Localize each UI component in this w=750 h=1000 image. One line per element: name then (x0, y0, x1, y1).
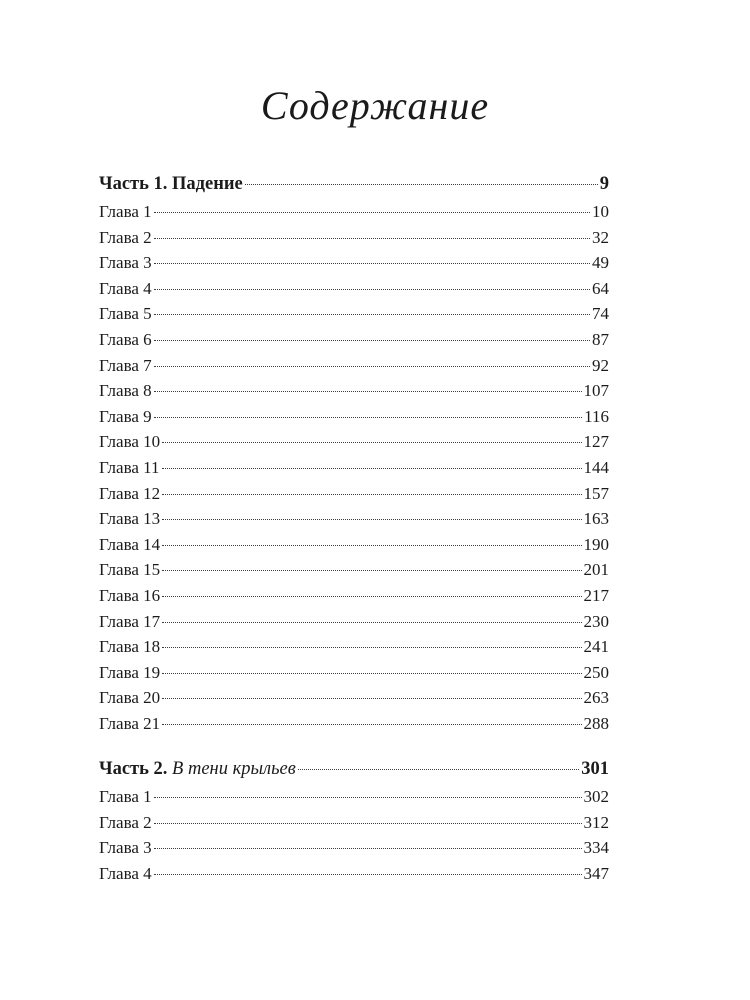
page-number: 250 (583, 662, 609, 682)
page-number: 64 (592, 278, 609, 298)
dot-leader (162, 570, 581, 571)
dot-leader (154, 823, 582, 824)
dot-leader (162, 622, 581, 623)
toc-part-heading[interactable] (99, 757, 609, 784)
page-number: 116 (584, 406, 609, 426)
toc-chapter-row[interactable] (99, 609, 609, 635)
toc-part-2 (99, 757, 609, 886)
toc-chapter-row[interactable] (99, 199, 609, 225)
page-number: 347 (583, 863, 609, 883)
chapter-label: Глава 2 (99, 227, 152, 247)
toc-chapter-row[interactable] (99, 810, 609, 836)
page-number: 241 (583, 637, 609, 657)
chapter-label: Глава 18 (99, 637, 161, 657)
dot-leader (154, 314, 590, 315)
page-number: 87 (592, 329, 609, 349)
chapter-label: Глава 4 (99, 278, 152, 298)
dot-leader (154, 874, 582, 875)
page-number: 157 (583, 483, 609, 503)
toc-chapter-row[interactable] (99, 685, 609, 711)
toc-chapter-row[interactable] (99, 506, 609, 532)
chapter-label: Глава 5 (99, 304, 152, 324)
chapter-label: Глава 11 (99, 457, 160, 477)
dot-leader (154, 366, 590, 367)
chapter-label: Глава 4 (99, 863, 152, 883)
page-number: 49 (592, 253, 609, 273)
page-number: 263 (583, 688, 609, 708)
part-title: В тени крыльев (172, 759, 296, 779)
page-number: 127 (583, 432, 609, 452)
toc-chapter-row[interactable] (99, 404, 609, 430)
dot-leader (154, 417, 582, 418)
page-number: 288 (583, 713, 609, 733)
toc-chapter-row[interactable] (99, 276, 609, 302)
dot-leader (162, 596, 581, 597)
chapter-label: Глава 3 (99, 838, 152, 858)
dot-leader (162, 647, 581, 648)
toc-chapter-row[interactable] (99, 250, 609, 276)
page-number: 9 (599, 174, 609, 194)
dot-leader (154, 212, 590, 213)
toc-part-heading[interactable] (99, 172, 609, 199)
chapter-label: Глава 20 (99, 688, 161, 708)
toc-chapter-row[interactable] (99, 557, 609, 583)
page-number: 92 (592, 355, 609, 375)
toc-chapter-row[interactable] (99, 455, 609, 481)
page-title: Содержание (260, 83, 490, 128)
chapter-label: Глава 14 (99, 534, 161, 554)
page-number: 312 (583, 812, 609, 832)
chapter-label: Глава 6 (99, 329, 152, 349)
dot-leader (154, 797, 582, 798)
page-number: 10 (592, 202, 609, 221)
chapter-label: Глава 1 (99, 787, 152, 806)
chapter-label: Глава 1 (99, 202, 152, 221)
page-number: 163 (583, 509, 609, 529)
dot-leader (154, 263, 590, 264)
chapter-list (99, 199, 609, 736)
dot-leader (154, 848, 582, 849)
page-number: 107 (583, 381, 609, 401)
page-number: 201 (583, 560, 609, 580)
chapter-label: Глава 10 (99, 432, 161, 452)
toc-chapter-row[interactable] (99, 532, 609, 558)
page-number: 230 (583, 611, 609, 631)
part-label: Часть 1. Падение (99, 174, 243, 194)
toc-chapter-row[interactable] (99, 429, 609, 455)
toc-chapter-row[interactable] (99, 583, 609, 609)
dot-leader (162, 519, 581, 520)
chapter-label: Глава 3 (99, 253, 152, 273)
dot-leader (298, 769, 579, 770)
chapter-label: Глава 8 (99, 381, 152, 401)
chapter-label: Глава 12 (99, 483, 161, 503)
toc-chapter-row[interactable] (99, 225, 609, 251)
chapter-label: Глава 9 (99, 406, 152, 426)
chapter-label: Глава 21 (99, 713, 161, 733)
toc-chapter-row[interactable] (99, 301, 609, 327)
toc-chapter-row[interactable] (99, 481, 609, 507)
chapter-label: Глава 7 (99, 355, 152, 375)
part-label (99, 757, 296, 783)
dot-leader (162, 724, 581, 725)
toc-chapter-row[interactable] (99, 634, 609, 660)
dot-leader (154, 340, 590, 341)
dot-leader (162, 468, 582, 469)
dot-leader (154, 289, 590, 290)
page-number: 217 (583, 585, 609, 605)
dot-leader (162, 545, 581, 546)
toc-chapter-row[interactable] (99, 378, 609, 404)
toc-part-1 (99, 172, 609, 736)
chapter-label: Глава 2 (99, 812, 152, 832)
dot-leader (245, 184, 598, 185)
dot-leader (162, 494, 581, 495)
page-number: 190 (583, 534, 609, 554)
page-number: 32 (592, 227, 609, 247)
chapter-label: Глава 15 (99, 560, 161, 580)
page-number: 301 (581, 759, 609, 779)
dot-leader (154, 238, 590, 239)
page-number: 302 (583, 787, 609, 806)
dot-leader (162, 673, 581, 674)
dot-leader (162, 698, 581, 699)
dot-leader (154, 391, 582, 392)
toc-chapter-row[interactable] (99, 861, 609, 887)
chapter-label: Глава 17 (99, 611, 161, 631)
page-number: 74 (592, 304, 609, 324)
chapter-label: Глава 13 (99, 509, 161, 529)
part-number: Часть 2. (99, 759, 168, 779)
toc-chapter-row[interactable] (99, 835, 609, 861)
page-number: 144 (583, 457, 609, 477)
toc-chapter-row[interactable] (99, 660, 609, 686)
toc-chapter-row[interactable] (99, 711, 609, 737)
dot-leader (162, 442, 581, 443)
chapter-list (99, 784, 609, 886)
toc-chapter-row[interactable] (99, 353, 609, 379)
toc-chapter-row[interactable] (99, 784, 609, 810)
toc-chapter-row[interactable] (99, 327, 609, 353)
chapter-label: Глава 19 (99, 662, 161, 682)
chapter-label: Глава 16 (99, 585, 161, 605)
page-number: 334 (583, 838, 609, 858)
